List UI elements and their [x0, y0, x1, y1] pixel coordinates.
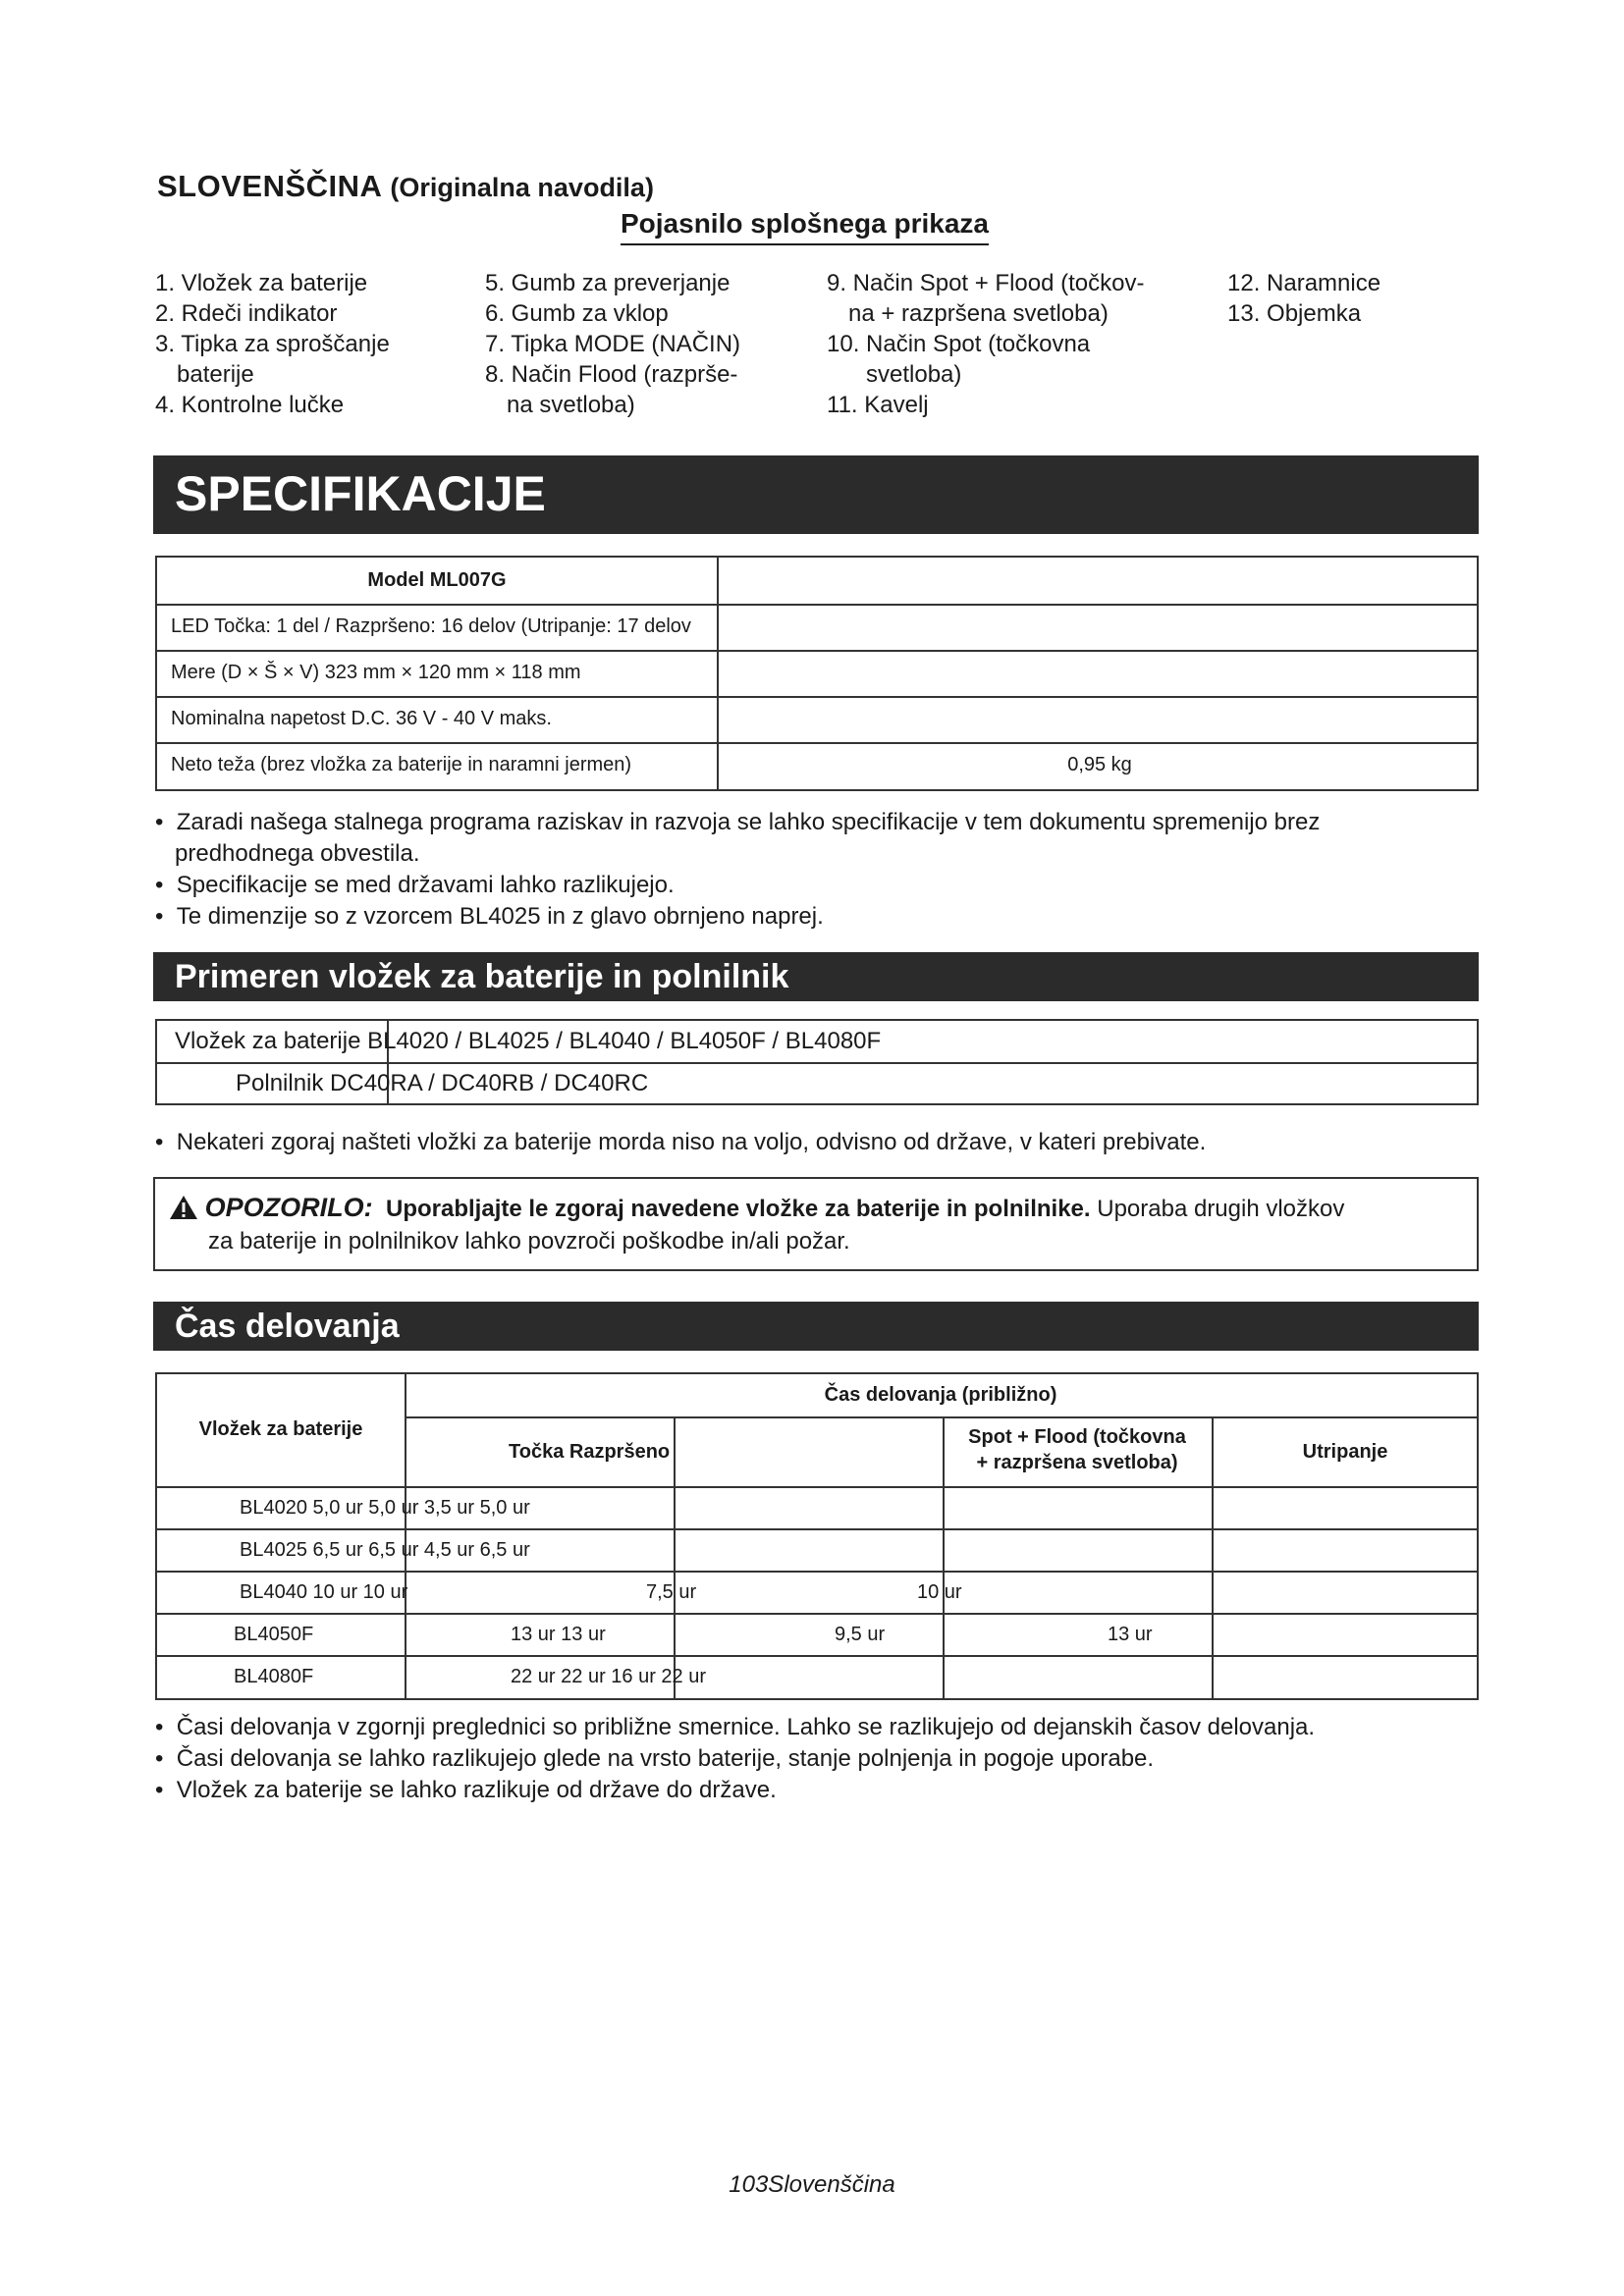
- column-header-combo-line1: Spot + Flood (točkovna: [968, 1426, 1186, 1448]
- specifications-heading: SPECIFIKACIJE: [153, 455, 1479, 534]
- compatibility-note: • Nekateri zgoraj našteti vložki za baterije morda niso na voljo, odvisno od države, v kateri prebivate.: [155, 1129, 1207, 1155]
- runtime-heading: Čas delovanja: [153, 1302, 1479, 1351]
- table-cell: 7,5 ur: [646, 1581, 697, 1603]
- table-row: BL4050F: [234, 1624, 314, 1645]
- legend-item: 11. Kavelj: [827, 392, 929, 418]
- warning-text-continued: za baterije in polnilnikov lahko povzroči poškodbe in/ali požar.: [208, 1228, 850, 1255]
- column-header-runtime: Čas delovanja (približno): [824, 1384, 1057, 1406]
- specifications-table: [155, 556, 1479, 791]
- legend-column-2: [485, 268, 740, 420]
- legend-item: svetloba): [866, 361, 962, 388]
- spec-dimensions: Mere (D × Š × V) 323 mm × 120 mm × 118 mm: [171, 662, 581, 683]
- note-item: • Časi delovanja v zgornji preglednici so približne smernice. Lahko se razlikujejo od dejanskih časov delovanja.: [155, 1714, 1316, 1740]
- legend-item: 5. Gumb za preverjanje: [485, 270, 731, 296]
- table-cell: 10 ur: [917, 1581, 962, 1603]
- compatibility-heading: Primeren vložek za baterije in polnilnik: [153, 952, 1479, 1001]
- warning-label: OPOZORILO:: [204, 1193, 373, 1222]
- table-row: BL4080F: [234, 1666, 314, 1687]
- spec-weight-value: 0,95 kg: [1067, 754, 1132, 775]
- warning-box: [153, 1177, 1479, 1271]
- warning-text: Uporaba drugih vložkov: [1097, 1196, 1345, 1222]
- legend-item: 12. Naramnice: [1227, 270, 1381, 296]
- section-subtitle: Pojasnilo splošnega prikaza: [621, 208, 989, 245]
- note-item: • Vložek za baterije se lahko razlikuje od države do države.: [155, 1777, 777, 1803]
- note-item: • Specifikacije se med državami lahko razlikujejo.: [155, 872, 675, 898]
- legend-item: 4. Kontrolne lučke: [155, 392, 345, 418]
- page-title: [157, 169, 654, 204]
- table-cell: 9,5 ur: [835, 1624, 886, 1645]
- legend-item: 10. Način Spot (točkovna: [827, 331, 1091, 357]
- charger-list: Polnilnik DC40RA / DC40RB / DC40RC: [236, 1070, 649, 1096]
- note-item: • Zaradi našega stalnega programa raziskav in razvoja se lahko specifikacije v tem dokumentu spremenijo brez: [155, 809, 1321, 835]
- legend-column-4: [1227, 268, 1380, 329]
- legend-item: 3. Tipka za sproščanje: [155, 331, 390, 357]
- spec-weight-label: Neto teža (brez vložka za baterije in naramni jermen): [171, 754, 632, 775]
- column-header-blink: Utripanje: [1302, 1441, 1388, 1463]
- battery-list: Vložek za baterije BL4020 / BL4025 / BL4040 / BL4050F / BL4080F: [175, 1028, 882, 1054]
- legend-item: 7. Tipka MODE (NAČIN): [485, 331, 741, 357]
- column-header-combo-line2: + razpršena svetloba): [976, 1452, 1178, 1473]
- warning-icon: [169, 1196, 205, 1222]
- legend-item: 8. Način Flood (razprše-: [485, 361, 738, 388]
- runtime-table: [155, 1372, 1479, 1700]
- legend-item: 6. Gumb za vklop: [485, 300, 669, 327]
- note-item: • Te dimenzije so z vzorcem BL4025 in z glavo obrnjeno naprej.: [155, 903, 824, 930]
- column-header-spot-flood: Točka Razpršeno: [509, 1441, 671, 1463]
- runtime-notes: [155, 1712, 1315, 1806]
- spec-voltage: Nominalna napetost D.C. 36 V - 40 V maks.: [171, 708, 552, 729]
- language-title: SLOVENŠČINA: [157, 169, 382, 203]
- legend-column-1: [155, 268, 390, 420]
- legend-item: baterije: [177, 361, 254, 388]
- table-cell: 22 ur 22 ur 16 ur 22 ur: [511, 1666, 707, 1687]
- table-cell: 13 ur: [1108, 1624, 1153, 1645]
- original-instructions-label: (Originalna navodila): [390, 173, 654, 202]
- specifications-notes: [155, 807, 1320, 933]
- compatibility-table: [155, 1019, 1479, 1105]
- table-cell: 13 ur 13 ur: [511, 1624, 606, 1645]
- legend-item: 2. Rdeči indikator: [155, 300, 338, 327]
- legend-item: 9. Način Spot + Flood (točkov-: [827, 270, 1145, 296]
- legend-column-3: [827, 268, 1144, 420]
- legend-item: na + razpršena svetloba): [848, 300, 1109, 327]
- note-item-continued: predhodnega obvestila.: [175, 840, 420, 867]
- warning-bold-text: Uporabljajte le zgoraj navedene vložke za baterije in polnilnike.: [386, 1196, 1091, 1222]
- legend-item: na svetloba): [507, 392, 635, 418]
- table-row: BL4040 10 ur 10 ur: [240, 1581, 408, 1603]
- legend-item: 13. Objemka: [1227, 300, 1362, 327]
- page-footer: 103Slovenščina: [729, 2171, 895, 2198]
- legend-item: 1. Vložek za baterije: [155, 270, 368, 296]
- column-header-battery: Vložek za baterije: [198, 1418, 363, 1440]
- table-row: BL4025 6,5 ur 6,5 ur 4,5 ur 6,5 ur: [240, 1539, 530, 1561]
- spec-led: LED Točka: 1 del / Razpršeno: 16 delov (Utripanje: 17 delov: [171, 615, 691, 637]
- model-header: Model ML007G: [367, 569, 507, 591]
- note-item: • Časi delovanja se lahko razlikujejo glede na vrsto baterije, stanje polnjenja in pogoje uporabe.: [155, 1745, 1155, 1772]
- table-row: BL4020 5,0 ur 5,0 ur 3,5 ur 5,0 ur: [240, 1497, 530, 1519]
